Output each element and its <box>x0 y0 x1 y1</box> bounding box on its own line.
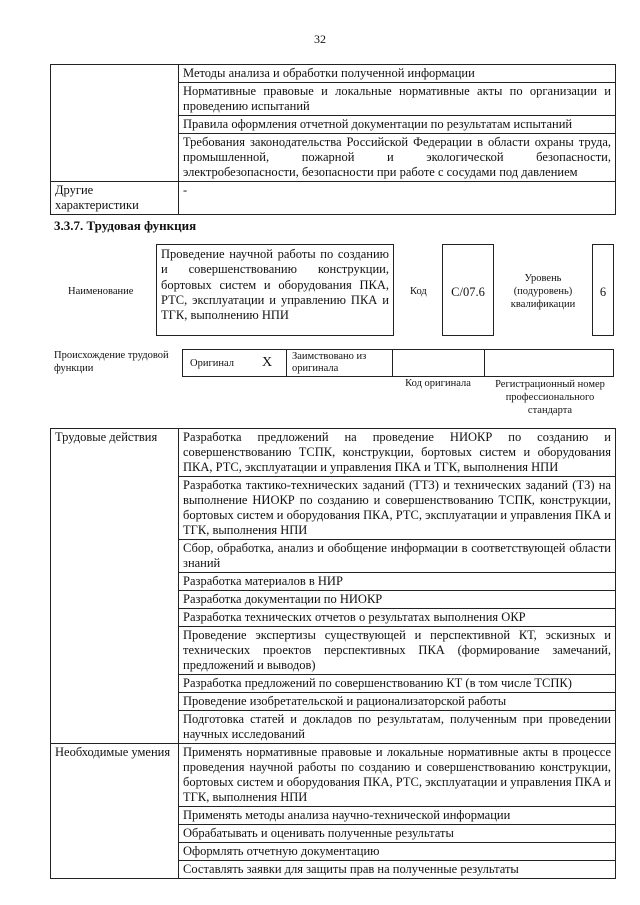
labor-action-item: Разработка материалов в НИР <box>179 573 616 591</box>
page-number: 32 <box>314 32 326 46</box>
section-title: 3.3.7. Трудовая функция <box>54 218 197 233</box>
reg-number-caption: Регистрационный номер профессионального стандарта <box>495 379 605 417</box>
level-value: 6 <box>592 244 614 336</box>
level-label: Уровень (подуровень) квалификации <box>510 273 576 311</box>
labor-action-item: Разработка предложений на проведение НИОКР по созданию и совершенствованию ТСПК, конструкции, бортовых систем и оборудования ПКА, РТС, эксплуатации и управления ПКА и ТГК, выполнения НПИ <box>179 429 616 477</box>
code-original-caption: Код оригинала <box>405 378 471 389</box>
labor-actions-label: Трудовые действия <box>51 429 179 744</box>
top-table-row: Правила оформления отчетной документации по результатам испытаний <box>179 116 616 134</box>
other-characteristics-label: Другие характеристики <box>51 182 179 215</box>
origin-mark: X <box>262 355 273 370</box>
required-skills-label: Необходимые умения <box>51 744 179 879</box>
other-characteristics-value: - <box>179 182 616 215</box>
name-value: Проведение научной работы по созданию и совершенствованию конструкции, бортовых систем и оборудования ПКА, РТС, эксплуатации и управлению ПКА и ТГК, выполнению НПИ <box>156 244 394 336</box>
top-table-label-cell <box>51 65 179 182</box>
origin-label: Происхождение трудовой функции <box>54 350 169 374</box>
top-table-row: Нормативные правовые и локальные нормативные акты по организации и проведению испытаний <box>179 83 616 116</box>
labor-action-item: Подготовка статей и докладов по результатам, полученным при проведении научных исследований <box>179 711 616 744</box>
skill-item: Оформлять отчетную документацию <box>179 843 616 861</box>
divider <box>392 349 393 377</box>
labor-action-item: Разработка технических отчетов о результатах выполнения ОКР <box>179 609 616 627</box>
origin-original-label: Оригинал <box>190 358 234 369</box>
name-label: Наименование <box>68 286 134 297</box>
labor-action-item: Разработка предложений по совершенствованию КТ (в том числе ТСПК) <box>179 675 616 693</box>
divider <box>286 349 287 377</box>
labor-action-item: Разработка документации по НИОКР <box>179 591 616 609</box>
code-value: С/07.6 <box>442 244 494 336</box>
skill-item: Составлять заявки для защиты прав на полученные результаты <box>179 861 616 879</box>
top-table-row: Требования законодательства Российской Федерации в области охраны труда, промышленной, пожарной и экологической безопасности, электробезопасности, безопасности при работе с сосудами под давлением <box>179 134 616 182</box>
origin-box <box>182 349 614 377</box>
code-label: Код <box>410 286 427 297</box>
skill-item: Применять нормативные правовые и локальные нормативные акты в процессе проведения научной работы по созданию и совершенствованию конструкции, бортовых систем и оборудования ПКА, РТС, эксплуатации и управления ПКА и ТГК, выполнения НПИ <box>179 744 616 807</box>
divider <box>484 349 485 377</box>
labor-action-item: Проведение изобретательской и рационализаторской работы <box>179 693 616 711</box>
labor-action-item: Проведение экспертизы существующей и перспективной КТ, эскизных и технических проектов перспективных ПКА (формирование замечаний, предложений и выводов) <box>179 627 616 675</box>
top-table <box>50 64 616 215</box>
labor-action-item: Сбор, обработка, анализ и обобщение информации в соответствующей области знаний <box>179 540 616 573</box>
labor-action-item: Разработка тактико-технических заданий (ТТЗ) и технических заданий (ТЗ) на выполнение НИОКР по созданию и совершенствованию ТСПК, конструкции, бортовых систем и оборудования ПКА, РТС, эксплуатации и управления ПКА и ТГК, выполнения НПИ <box>179 477 616 540</box>
main-table <box>50 428 616 879</box>
skill-item: Применять методы анализа научно-технической информации <box>179 807 616 825</box>
top-table-row: Методы анализа и обработки полученной информации <box>179 65 616 83</box>
origin-borrowed-label: Заимствовано из оригинала <box>292 351 367 375</box>
skill-item: Обрабатывать и оценивать полученные результаты <box>179 825 616 843</box>
